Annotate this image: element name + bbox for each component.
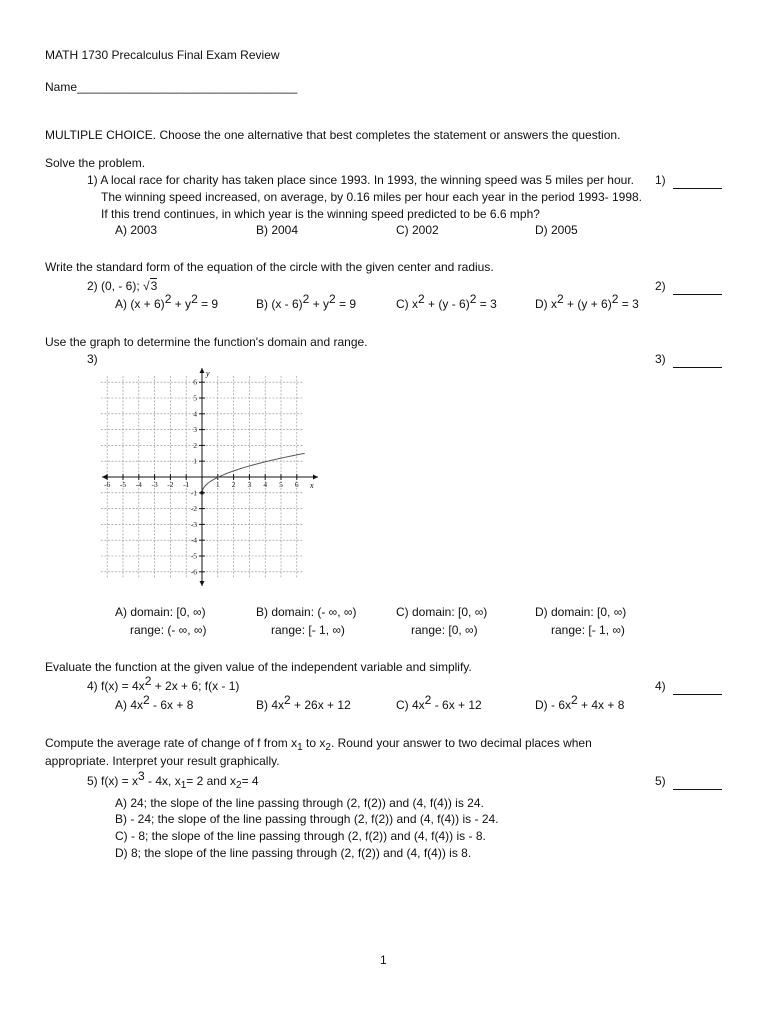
choice-c[interactable]: C) - 8; the slope of the line passing through (2, f(2)) and (4, f(4)) is - 8.: [115, 829, 486, 843]
y-axis-arrow-up: [200, 368, 205, 373]
choice-c[interactable]: [396, 605, 487, 619]
x-tick-label: 6: [294, 480, 299, 489]
x-tick-label: 3: [247, 480, 252, 489]
choice-text: A) (x + 6): [115, 297, 165, 311]
question-text: = 4: [241, 774, 259, 788]
section-direction: Use the graph to determine the function's domain and range.: [45, 335, 368, 349]
choice-d-range: range: [- 1, ∞): [551, 623, 625, 637]
choice-text: B) domain: (- ∞, ∞): [256, 605, 357, 619]
question-text: 5) f(x) = x: [87, 774, 139, 788]
choice-text: + 26x + 12: [290, 698, 351, 712]
question-text: The winning speed increased, on average, by 0.16 miles per hour each year in the period 1993- 1998.: [101, 190, 643, 204]
choice-d[interactable]: D) 8; the slope of the line passing through (2, f(2)) and (4, f(4)) is 8.: [115, 846, 472, 860]
question-number: 1): [87, 173, 98, 187]
question-text: 2) (0, - 6);: [87, 279, 144, 293]
x-axis-label: x: [310, 481, 314, 490]
choice-text: A) domain: [0, ∞): [115, 605, 206, 619]
exponent: 2: [418, 292, 425, 306]
answer-number: 3): [655, 352, 666, 366]
choice-b[interactable]: B) - 24; the slope of the line passing through (2, f(2)) and (4, f(4)) is - 24.: [115, 812, 499, 826]
y-tick-label: -4: [190, 535, 197, 545]
choice-c[interactable]: [396, 292, 497, 311]
choice-text: + y: [309, 297, 330, 311]
question-text: 4) f(x) = 4x: [87, 679, 145, 693]
exponent: 2: [424, 693, 432, 707]
choice-text: = 3: [476, 297, 497, 311]
answer-number: 5): [655, 774, 666, 788]
exponent: 2: [302, 292, 310, 306]
y-tick-label: -6: [190, 567, 197, 577]
exponent: 2: [143, 693, 150, 707]
exponent: 2: [571, 693, 578, 707]
x-tick-label: 2: [231, 480, 236, 489]
radical-icon: √: [143, 279, 150, 293]
choice-text: C) x: [396, 297, 418, 311]
choice-b[interactable]: [256, 292, 357, 311]
choice-b[interactable]: [256, 693, 351, 712]
choice-text: D) domain: [0, ∞): [535, 605, 627, 619]
choice-d[interactable]: [535, 693, 625, 712]
x-tick-label: 1: [215, 480, 220, 489]
choice-b-range: range: [- 1, ∞): [271, 623, 345, 637]
y-tick-label: 4: [193, 409, 197, 419]
y-tick-label: 6: [193, 377, 197, 387]
direction-text: to x: [302, 736, 326, 750]
page-number: 1: [380, 953, 387, 967]
choice-a[interactable]: A) 2003: [115, 223, 158, 237]
radicand: 3: [150, 279, 158, 293]
section-direction: [45, 736, 592, 753]
choice-text: + 4x + 8: [577, 698, 625, 712]
x-tick-label: 4: [263, 480, 268, 489]
x-tick-label: -2: [167, 480, 174, 489]
question-text: - 4x, x: [144, 774, 181, 788]
choice-c[interactable]: C) 2002: [396, 223, 439, 237]
y-tick-label: -3: [190, 519, 197, 529]
exponent: 2: [469, 292, 477, 306]
choice-text: D) x: [535, 297, 557, 311]
question-5: [87, 769, 259, 791]
choice-text: D) - 6x: [535, 698, 571, 712]
x-tick-label: -1: [183, 480, 190, 489]
answer-number: 4): [655, 679, 666, 693]
x-tick-label: 5: [279, 480, 283, 489]
choice-text: C) domain: [0, ∞): [396, 605, 488, 619]
subscript: 2: [325, 742, 331, 753]
question-text: If this trend continues, in which year is the winning speed predicted to be 6.6 mph?: [101, 207, 540, 221]
square-root: [143, 279, 157, 293]
choice-a[interactable]: A) 24; the slope of the line passing through (2, f(2)) and (4, f(4)) is 24.: [115, 796, 484, 810]
x-tick-label: -5: [119, 480, 127, 489]
choice-a[interactable]: [115, 292, 219, 311]
section-direction: appropriate. Interpret your result graphically.: [45, 754, 280, 768]
choice-text: = 9: [335, 297, 357, 311]
section-direction: Solve the problem.: [45, 156, 146, 170]
y-axis-arrow-down: [200, 581, 205, 586]
subscript: 1: [180, 780, 187, 791]
instructions: MULTIPLE CHOICE. Choose the one alternative that best completes the statement or answers the question.: [45, 128, 621, 142]
section-direction: Evaluate the function at the given value of the independent variable and simplify.: [45, 660, 472, 674]
y-tick-label: -5: [190, 551, 197, 561]
choice-b[interactable]: [256, 605, 356, 619]
graph-axes: [102, 368, 318, 586]
choice-a[interactable]: [115, 693, 194, 712]
choice-c-range: range: [0, ∞): [411, 623, 478, 637]
exponent: 2: [144, 674, 152, 688]
exponent: 3: [138, 769, 145, 783]
exponent: 2: [557, 292, 564, 306]
answer-blank[interactable]: [673, 367, 722, 368]
question-number: 3): [87, 352, 98, 366]
choice-text: B) (x - 6): [256, 297, 303, 311]
choice-a-range: range: (- ∞, ∞): [130, 623, 207, 637]
answer-number: 2): [655, 279, 666, 293]
y-tick-label: -1: [190, 488, 197, 498]
y-tick-label: 3: [193, 425, 197, 435]
answer-blank[interactable]: [673, 694, 722, 695]
name-field[interactable]: Name_________________________________: [45, 80, 298, 94]
y-tick-label: 1: [193, 456, 197, 466]
y-tick-label: 5: [193, 393, 197, 403]
section-direction: Write the standard form of the equation of the circle with the given center and radius.: [45, 260, 494, 274]
answer-blank[interactable]: [673, 294, 722, 295]
question-2: [87, 279, 157, 293]
answer-number: 1): [655, 173, 666, 187]
question-1: [87, 173, 634, 187]
y-axis-label: y: [206, 369, 210, 378]
exponent: 2: [611, 292, 619, 306]
exponent: 2: [329, 292, 336, 306]
x-tick-label: -6: [104, 480, 111, 489]
choice-a[interactable]: [115, 605, 206, 619]
choice-text: C) 4x: [396, 698, 425, 712]
x-tick-label: -3: [151, 480, 158, 489]
choice-text: = 9: [197, 297, 219, 311]
choice-text: B) 4x: [256, 698, 285, 712]
choice-text: + (y + 6): [563, 297, 612, 311]
answer-blank[interactable]: [673, 789, 722, 790]
subscript: 1: [297, 742, 303, 753]
choice-d[interactable]: [535, 292, 639, 311]
exam-title: MATH 1730 Precalculus Final Exam Review: [45, 48, 280, 62]
subscript: 2: [236, 780, 242, 791]
function-graph: [98, 364, 322, 590]
choice-text: A) 4x: [115, 698, 144, 712]
curve-start-point: [200, 491, 204, 495]
answer-blank[interactable]: [673, 188, 722, 189]
question-text: = 2 and x: [186, 774, 236, 788]
y-tick-label: 2: [193, 440, 197, 450]
question-text: A local race for charity has taken place since 1993. In 1993, the winning speed was 5 miles per hour.: [100, 173, 634, 187]
question-4: [87, 674, 240, 693]
choice-text: = 3: [618, 297, 639, 311]
choice-text: - 6x + 8: [149, 698, 194, 712]
x-axis-arrow-right: [313, 475, 318, 480]
x-tick-label: -4: [135, 480, 142, 489]
exponent: 2: [191, 292, 198, 306]
choice-text: + (y - 6): [424, 297, 470, 311]
choice-text: + y: [171, 297, 192, 311]
y-tick-label: -2: [190, 504, 197, 514]
exponent: 2: [164, 292, 172, 306]
choice-b[interactable]: B) 2004: [256, 223, 299, 237]
choice-d[interactable]: D) 2005: [535, 223, 578, 237]
x-axis-arrow-left: [102, 475, 107, 480]
direction-text: Compute the average rate of change of f from x: [45, 736, 298, 750]
choice-c[interactable]: [396, 693, 482, 712]
exponent: 2: [284, 693, 291, 707]
question-text: + 2x + 6; f(x - 1): [151, 679, 240, 693]
choice-text: - 6x + 12: [431, 698, 482, 712]
direction-text: . Round your answer to two decimal places when: [330, 736, 592, 750]
choice-d[interactable]: [535, 605, 626, 619]
